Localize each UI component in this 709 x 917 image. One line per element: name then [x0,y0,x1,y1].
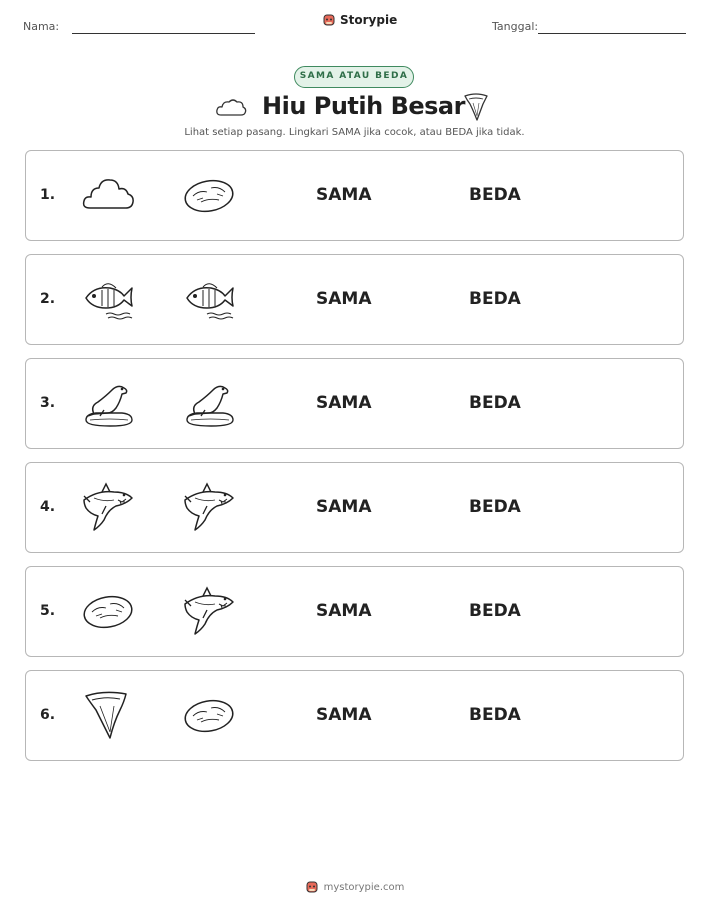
same-option[interactable]: SAMA [316,601,372,621]
different-option[interactable]: BEDA [469,393,521,413]
same-option[interactable]: SAMA [316,393,372,413]
shark-icon [80,480,136,536]
worksheet-type-badge: SAMA ATAU BEDA [294,66,414,88]
brand-name: Storypie [340,13,398,27]
comparison-row [25,566,684,657]
row-number: 5. [40,603,56,619]
rock-icon [80,584,136,640]
cloud-icon [80,168,136,224]
different-option[interactable]: BEDA [469,185,521,205]
comparison-row [25,670,684,761]
seal-icon [80,376,136,432]
cloud-icon [215,97,247,119]
comparison-row [25,254,684,345]
name-input-line[interactable] [72,33,255,34]
shark-icon [181,480,237,536]
mascot-icon [305,880,319,894]
row-number: 2. [40,291,56,307]
different-option[interactable]: BEDA [469,497,521,517]
seal-icon [181,376,237,432]
fish-icon [80,272,136,328]
brand-logo [322,13,397,27]
row-number: 4. [40,499,56,515]
shark-icon [181,584,237,640]
mascot-icon [322,13,336,27]
row-number: 3. [40,395,56,411]
footer-url: mystorypie.com [323,881,405,893]
row-number: 1. [40,187,56,203]
footer [0,880,709,894]
same-option[interactable]: SAMA [316,705,372,725]
name-label: Nama: [23,20,60,33]
worksheet-title: Hiu Putih Besar [262,92,465,120]
shark-tooth-icon [80,688,136,744]
shark-tooth-icon [463,92,489,122]
comparison-row [25,462,684,553]
different-option[interactable]: BEDA [469,705,521,725]
same-option[interactable]: SAMA [316,289,372,309]
different-option[interactable]: BEDA [469,289,521,309]
fish-icon [181,272,237,328]
rock-icon [181,688,237,744]
same-option[interactable]: SAMA [316,497,372,517]
rock-icon [181,168,237,224]
row-number: 6. [40,707,56,723]
date-input-line[interactable] [538,33,686,34]
instructions: Lihat setiap pasang. Lingkari SAMA jika cocok, atau BEDA jika tidak. [184,127,525,138]
comparison-row [25,150,684,241]
same-option[interactable]: SAMA [316,185,372,205]
comparison-row [25,358,684,449]
date-label: Tanggal: [492,20,539,33]
different-option[interactable]: BEDA [469,601,521,621]
